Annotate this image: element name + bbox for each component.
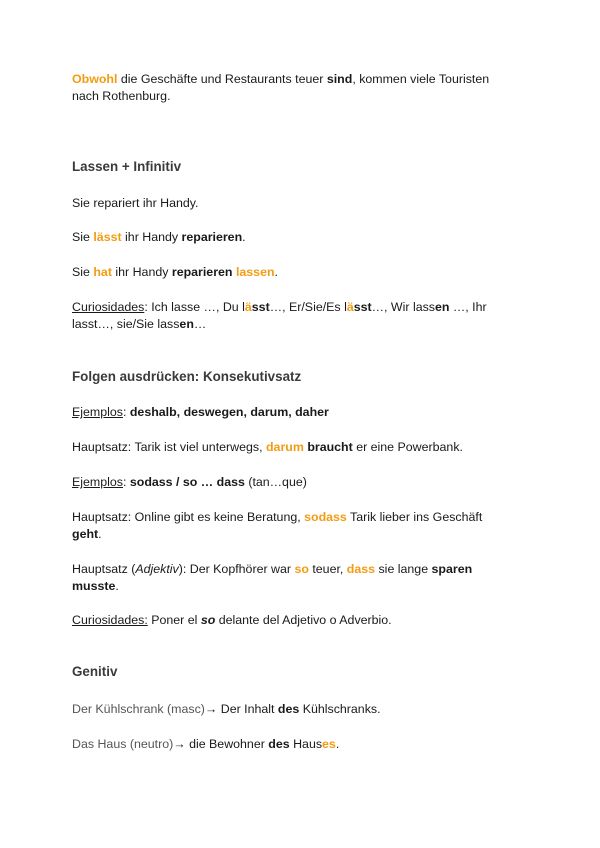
folgen-curiosidades bbox=[72, 612, 528, 629]
text-span: ihr Handy bbox=[111, 265, 172, 279]
text-span: . bbox=[274, 265, 278, 279]
ejemplos-1 bbox=[72, 404, 528, 421]
bold-italic-word: so bbox=[200, 613, 216, 627]
bold-word: deshalb, deswegen, darum, daher bbox=[129, 405, 329, 419]
text-span: . bbox=[115, 579, 119, 593]
lassen-example-3 bbox=[72, 264, 528, 281]
text-span: …, Er/Sie/Es l bbox=[269, 300, 347, 314]
bold-word: geht bbox=[72, 527, 99, 541]
text-span: : bbox=[122, 475, 130, 489]
text-span: Hauptsatz: Tarik ist viel unterwegs, bbox=[72, 440, 266, 454]
text-span: → die Bewohner bbox=[173, 737, 269, 751]
bold-word: reparieren bbox=[171, 265, 233, 279]
text-span: … bbox=[193, 317, 207, 331]
bold-word: braucht bbox=[307, 440, 353, 454]
obwohl-paragraph bbox=[72, 71, 528, 105]
text-span: Sie bbox=[72, 265, 94, 279]
text-span: . bbox=[98, 527, 102, 541]
highlight-word: dass bbox=[346, 562, 376, 576]
text-span: . bbox=[335, 737, 340, 751]
text-span: nach Rothenburg. bbox=[72, 89, 171, 103]
text-span: : Ich lasse …, Du l bbox=[144, 300, 245, 314]
highlight-word: darum bbox=[265, 440, 304, 454]
text-span: Tarik lieber ins Geschäft bbox=[346, 510, 483, 524]
highlight-word: lässt bbox=[93, 230, 122, 244]
highlight-word: sodass bbox=[304, 510, 347, 524]
text-span: die Geschäfte und Restaurants teuer bbox=[117, 72, 327, 86]
text-span: Poner el bbox=[147, 613, 201, 627]
bold-word: sodass / so … dass bbox=[129, 475, 245, 489]
underlined-label: Curiosidades: bbox=[72, 613, 148, 627]
text-span: …, Ihr bbox=[449, 300, 487, 314]
text-span: , kommen viele Touristen bbox=[352, 72, 490, 86]
hauptsatz-3 bbox=[72, 561, 528, 595]
hauptsatz-2 bbox=[72, 509, 528, 543]
underlined-label: Ejemplos bbox=[72, 475, 123, 489]
section-heading-genitiv: Genitiv bbox=[72, 664, 118, 679]
text-span: er eine Powerbank. bbox=[352, 440, 463, 454]
highlight-word: so bbox=[294, 562, 309, 576]
underlined-label: Curiosidades bbox=[72, 300, 145, 314]
text-span: ihr Handy bbox=[121, 230, 182, 244]
text-span: (tan…que) bbox=[244, 475, 307, 489]
bold-word: reparieren bbox=[181, 230, 243, 244]
lassen-example-2 bbox=[72, 229, 528, 246]
genitiv-example-1 bbox=[72, 701, 528, 718]
bold-word: sst bbox=[353, 300, 372, 314]
ejemplos-2 bbox=[72, 474, 528, 491]
highlight-word: Obwohl bbox=[72, 72, 118, 86]
lassen-curiosidades bbox=[72, 299, 528, 333]
highlight-letter: ä bbox=[346, 300, 354, 314]
text-span: Kühlschranks. bbox=[299, 702, 381, 716]
bold-word: des bbox=[277, 702, 300, 716]
highlight-word: es bbox=[322, 737, 336, 751]
bold-word: en bbox=[179, 317, 194, 331]
text-span: …, Wir lass bbox=[371, 300, 435, 314]
text-span: : bbox=[122, 405, 130, 419]
underlined-label: Ejemplos bbox=[72, 405, 123, 419]
bold-word: musste bbox=[72, 579, 116, 593]
hauptsatz-1 bbox=[72, 439, 528, 456]
text-span: delante del Adjetivo o Adverbio. bbox=[215, 613, 392, 627]
text-span: teuer, bbox=[308, 562, 347, 576]
bold-word: des bbox=[268, 737, 290, 751]
genitiv-example-2 bbox=[72, 736, 528, 753]
gray-text: Das Haus (neutro) bbox=[72, 737, 174, 751]
bold-word: sparen bbox=[431, 562, 473, 576]
text-span: Sie bbox=[72, 230, 94, 244]
highlight-letter: ä bbox=[244, 300, 252, 314]
section-heading-lassen: Lassen + Infinitiv bbox=[72, 159, 182, 174]
lassen-example-1: Sie repariert ihr Handy. bbox=[72, 196, 199, 210]
highlight-word: lassen bbox=[235, 265, 275, 279]
section-heading-folgen: Folgen ausdrücken: Konsekutivsatz bbox=[72, 369, 302, 384]
bold-word: en bbox=[434, 300, 450, 314]
text-span: Hauptsatz: Online gibt es keine Beratung, bbox=[72, 510, 305, 524]
text-span: Haus bbox=[289, 737, 323, 751]
text-span: lasst…, sie/Sie lass bbox=[72, 317, 180, 331]
bold-word: sst bbox=[251, 300, 270, 314]
italic-word: Adjektiv bbox=[135, 562, 179, 576]
text-span: sie lange bbox=[375, 562, 432, 576]
text-span: . bbox=[242, 230, 246, 244]
gray-text: Der Kühlschrank (masc) bbox=[72, 702, 205, 716]
text-span: → Der Inhalt bbox=[204, 702, 278, 716]
highlight-word: hat bbox=[93, 265, 112, 279]
bold-word: sind bbox=[326, 72, 353, 86]
text-span: Hauptsatz ( bbox=[72, 562, 136, 576]
text-span: ): Der Kopfhörer war bbox=[178, 562, 295, 576]
